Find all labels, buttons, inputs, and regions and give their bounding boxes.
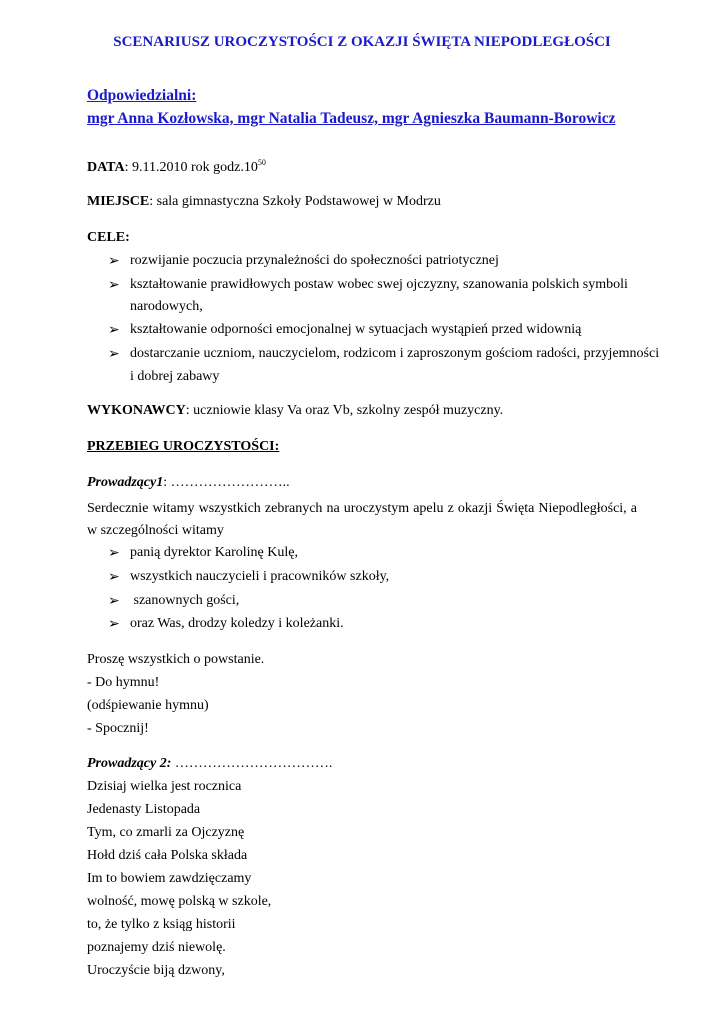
bullet-arrow-icon: ➢ (108, 594, 120, 609)
welcome-item: wszystkich nauczycieli i pracowników szkoły, (130, 569, 390, 584)
bullet-arrow-icon: ➢ (108, 570, 120, 585)
place-line (87, 194, 441, 210)
goal-item-continuation: i dobrej zabawy (130, 369, 220, 384)
poem-line: Jedenasty Listopada (87, 802, 201, 817)
poem-line: Hołd dziś cała Polska składa (87, 848, 248, 863)
goal-item: rozwijanie poczucia przynależności do społeczności patriotycznej (130, 253, 499, 268)
host1-greeting: Serdecznie witamy wszystkich zebranych na uroczystym apelu z okazji Święta Niepodległości, a w szczególności witamy (87, 501, 637, 538)
poem-line: to, że tylko z ksiąg historii (87, 917, 236, 932)
responsible-names: mgr Anna Kozłowska, mgr Natalia Tadeusz, mgr Agnieszka Baumann-Borowicz (87, 110, 616, 127)
goal-item-continuation: narodowych, (130, 299, 203, 314)
date-value: : 9.11.2010 rok godz.10 (124, 160, 258, 175)
date-line (87, 158, 266, 176)
goals-label: CELE: (87, 230, 130, 245)
welcome-item: oraz Was, drodzy koledzy i koleżanki. (130, 616, 344, 631)
poem-line: Dzisiaj wielka jest rocznica (87, 779, 242, 794)
poem-line: Tym, co zmarli za Ojczyznę (87, 825, 245, 840)
host1-text-line: Proszę wszystkich o powstanie. (87, 652, 265, 667)
goal-item: kształtowanie prawidłowych postaw wobec swej ojczyzny, szanowania polskich symboli (130, 277, 628, 292)
bullet-arrow-icon: ➢ (108, 617, 120, 632)
performers-line (87, 403, 503, 419)
bullet-arrow-icon: ➢ (108, 546, 120, 561)
host2-label: Prowadzący 2: (87, 756, 172, 771)
date-superscript: 50 (257, 158, 266, 167)
date-label: DATA (87, 160, 125, 175)
welcome-item: szanownych gości, (130, 593, 240, 608)
course-heading: PRZEBIEG UROCZYSTOŚCI: (87, 439, 280, 454)
document-title: SCENARIUSZ UROCZYSTOŚCI Z OKAZJI ŚWIĘTA NIEPODLEGŁOŚCI (113, 34, 611, 50)
host1-dots: : …………………….. (163, 475, 290, 490)
host1-text-line: - Do hymnu! (87, 675, 160, 690)
poem-line: Im to bowiem zawdzięczamy (87, 871, 252, 886)
goal-item: kształtowanie odporności emocjonalnej w sytuacjach wystąpień przed widownią (130, 322, 582, 337)
host1-text-line: (odśpiewanie hymnu) (87, 698, 209, 713)
welcome-item: panią dyrektor Karolinę Kulę, (130, 545, 298, 560)
performers-value: : uczniowie klasy Va oraz Vb, szkolny zespół muzyczny. (185, 403, 504, 418)
bullet-arrow-icon: ➢ (108, 278, 120, 293)
poem-line: poznajemy dziś niewolę. (87, 940, 226, 955)
host1-text-line: - Spocznij! (87, 721, 149, 736)
responsible-label: Odpowiedzialni: (87, 87, 197, 104)
bullet-arrow-icon: ➢ (108, 347, 120, 362)
place-label: MIEJSCE (87, 194, 150, 209)
place-value: : sala gimnastyczna Szkoły Podstawowej w Modrzu (149, 194, 441, 209)
performers-label: WYKONAWCY (87, 403, 186, 418)
host1-line (87, 475, 290, 491)
host1-label: Prowadzący1 (87, 475, 164, 490)
bullet-arrow-icon: ➢ (108, 323, 120, 338)
goal-item: dostarczanie uczniom, nauczycielom, rodzicom i zaproszonym gościom radości, przyjemności (130, 346, 660, 361)
poem-line: Uroczyście biją dzwony, (87, 963, 225, 978)
bullet-arrow-icon: ➢ (108, 254, 120, 269)
poem-line: wolność, mowę polską w szkole, (87, 894, 272, 909)
host2-dots: ……………………………. (171, 756, 333, 771)
host2-line (87, 756, 332, 772)
